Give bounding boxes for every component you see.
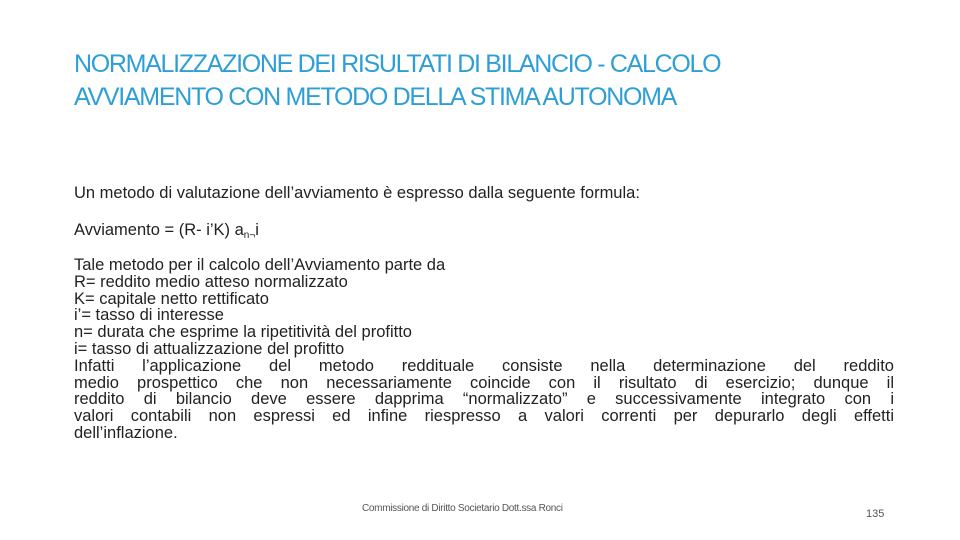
slide-title <box>74 48 934 114</box>
paragraph-line: reddito di bilancio deve essere dapprima “normalizzato” e successivamente integrato con i <box>74 390 894 409</box>
definition-line: Tale metodo per il calcolo dell’Avviamento parte da <box>74 256 446 274</box>
intro-text: Un metodo di valutazione dell’avviamento è espresso dalla seguente formula: <box>74 184 640 202</box>
paragraph-line: Infatti l’applicazione del metodo reddituale consiste nella determinazione del reddito <box>74 356 894 375</box>
formula-prefix: Avviamento = (R- i’K) a <box>74 221 244 239</box>
body-text <box>74 257 894 442</box>
formula <box>74 219 259 247</box>
footer-text: Commissione di Diritto Societario Dott.ssa Ronci <box>362 503 563 514</box>
definition-line: R= reddito medio atteso normalizzato <box>74 272 348 291</box>
page-number: 135 <box>866 508 885 520</box>
formula-suffix: i <box>255 221 259 239</box>
formula-subscript: n¬ <box>243 230 256 241</box>
definition-line: i= tasso di attualizzazione del profitto <box>74 339 345 358</box>
paragraph-line: dell’inflazione. <box>74 423 178 442</box>
definition-line: n= durata che esprime la ripetitività del profitto <box>74 323 412 342</box>
paragraph-line: valori contabili non espressi ed infine riespresso a valori correnti per depurarlo degli effetti <box>74 407 894 426</box>
slide-title-line-2: AVVIAMENTO CON METODO DELLA STIMA AUTONOMA <box>74 83 677 111</box>
paragraph-line: medio prospettico che non necessariamente coincide con il risultato di esercizio; dunque il <box>74 373 894 392</box>
definition-line: K= capitale netto rettificato <box>74 289 269 308</box>
definition-line: i’= tasso di interesse <box>74 306 224 325</box>
slide-title-line-1: NORMALIZZAZIONE DEI RISULTATI DI BILANCIO - CALCOLO <box>74 50 721 78</box>
